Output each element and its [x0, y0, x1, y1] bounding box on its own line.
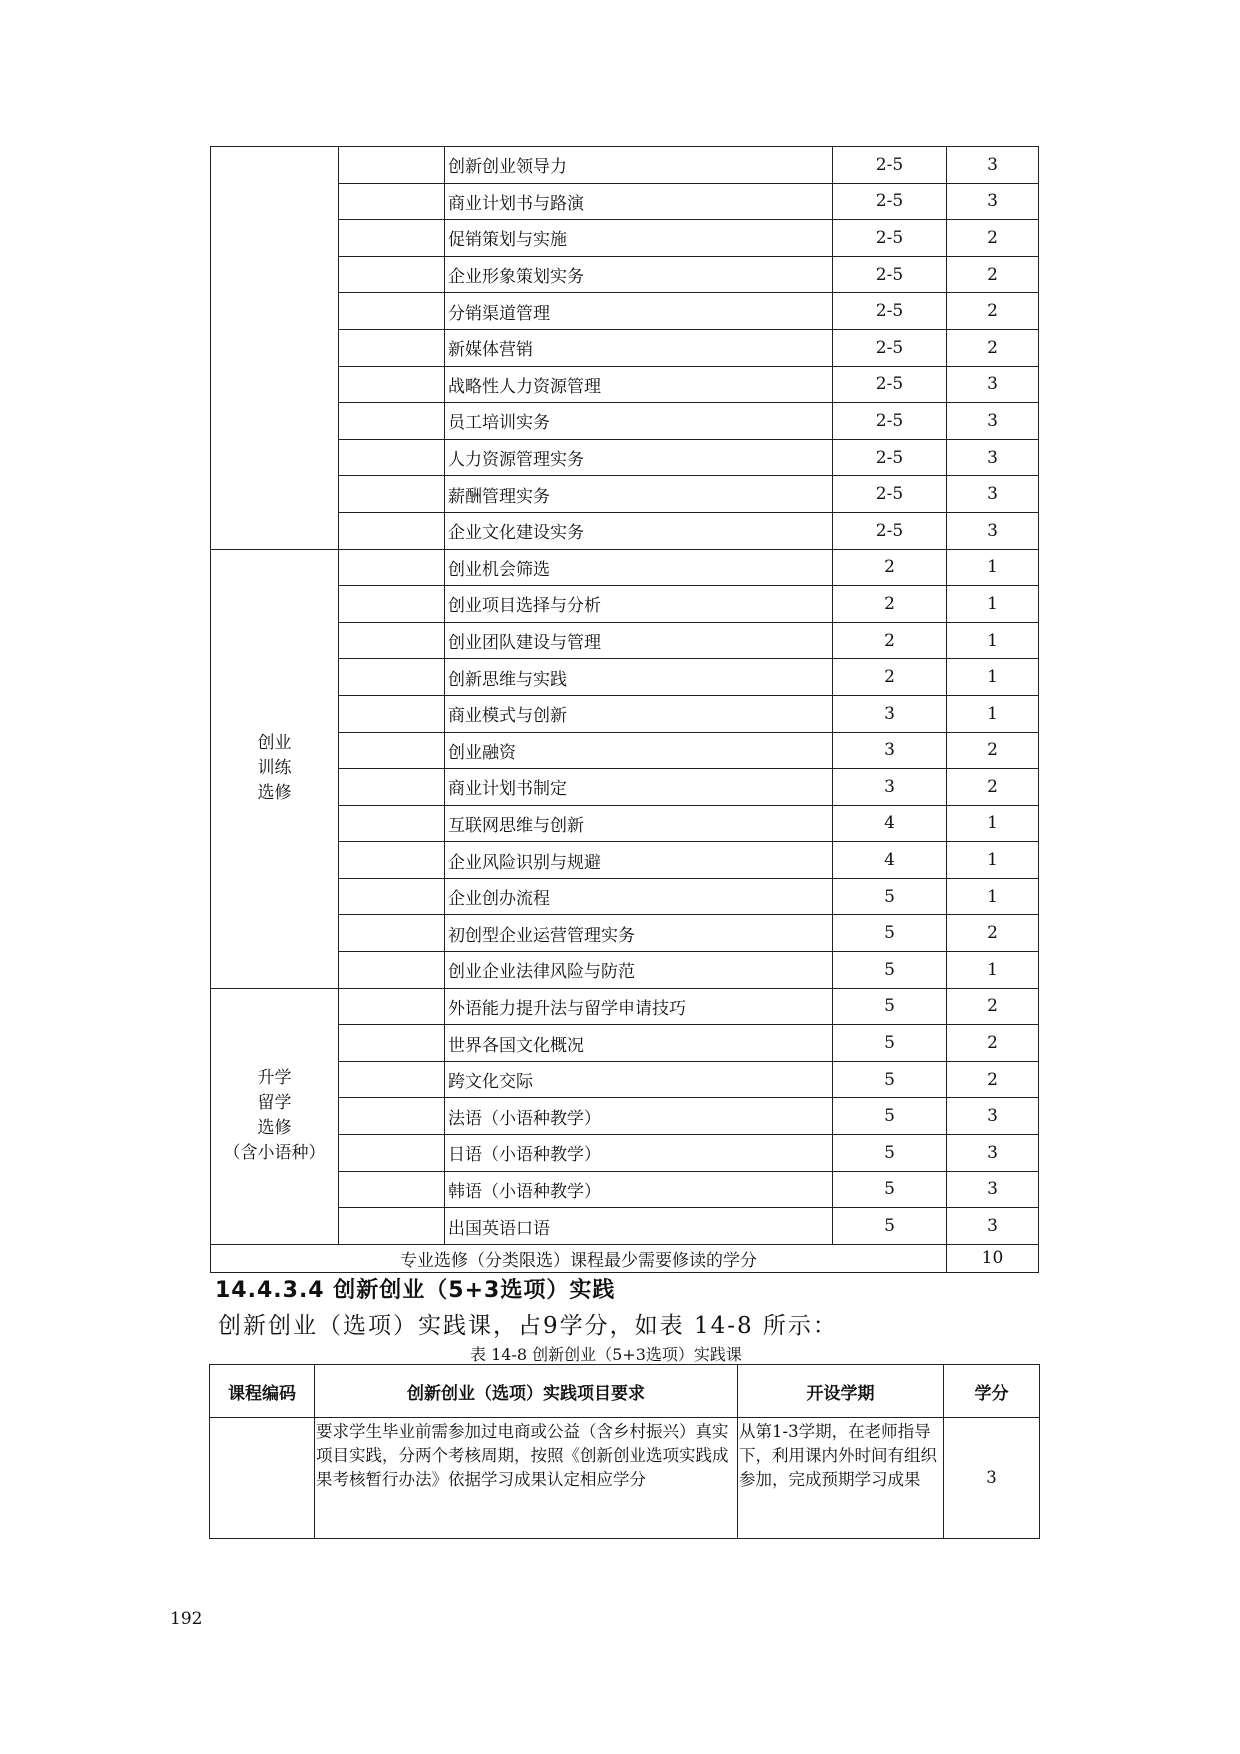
course-name: 商业计划书制定 — [445, 769, 833, 806]
course-credits: 2 — [947, 293, 1039, 330]
course-credits: 1 — [947, 695, 1039, 732]
practice-term: 从第1-3学期，在老师指导下，利用课内外时间有组织参加，完成预期学习成果 — [738, 1418, 944, 1539]
course-term: 2-5 — [833, 256, 947, 293]
course-credits: 2 — [947, 329, 1039, 366]
subcategory-cell — [339, 732, 445, 769]
category-label-line: 选修 — [257, 783, 292, 804]
subcategory-cell — [339, 878, 445, 915]
course-name: 创业融资 — [445, 732, 833, 769]
course-name: 分销渠道管理 — [445, 293, 833, 330]
course-term: 2 — [833, 549, 947, 586]
subcategory-cell — [339, 476, 445, 513]
course-credits: 2 — [947, 732, 1039, 769]
course-credits: 1 — [947, 805, 1039, 842]
course-credits: 3 — [947, 403, 1039, 440]
intro-text: 创新创业（选项）实践课，占9学分，如表 14-8 所示： — [218, 1313, 838, 1339]
table-row — [211, 549, 1039, 586]
subcategory-cell — [339, 293, 445, 330]
course-credits: 3 — [947, 1135, 1039, 1172]
total-row — [211, 1244, 1039, 1272]
course-name: 外语能力提升法与留学申请技巧 — [445, 988, 833, 1025]
course-term: 2-5 — [833, 476, 947, 513]
course-name: 创业企业法律风险与防范 — [445, 952, 833, 989]
course-term: 5 — [833, 988, 947, 1025]
course-name: 企业风险识别与规避 — [445, 842, 833, 879]
subcategory-cell — [339, 915, 445, 952]
course-credits: 2 — [947, 220, 1039, 257]
category-cell — [211, 549, 339, 988]
course-credits: 1 — [947, 952, 1039, 989]
course-credits: 3 — [947, 1098, 1039, 1135]
course-name: 商业计划书与路演 — [445, 183, 833, 220]
subcategory-cell — [339, 988, 445, 1025]
course-name: 员工培训实务 — [445, 403, 833, 440]
header-requirement: 创新创业（选项）实践项目要求 — [315, 1365, 738, 1418]
course-credits: 3 — [947, 512, 1039, 549]
course-credits: 3 — [947, 1208, 1039, 1245]
course-term: 5 — [833, 1061, 947, 1098]
subcategory-cell — [339, 403, 445, 440]
subcategory-cell — [339, 439, 445, 476]
page-number: 192 — [170, 1609, 203, 1629]
course-name: 法语（小语种教学） — [445, 1098, 833, 1135]
course-term: 2-5 — [833, 512, 947, 549]
subcategory-cell — [339, 549, 445, 586]
course-name: 韩语（小语种教学） — [445, 1171, 833, 1208]
subcategory-cell — [339, 220, 445, 257]
course-name: 世界各国文化概况 — [445, 1025, 833, 1062]
subcategory-cell — [339, 329, 445, 366]
category-cell — [211, 147, 339, 550]
course-name: 创业机会筛选 — [445, 549, 833, 586]
course-credits: 1 — [947, 549, 1039, 586]
elective-course-table-body — [211, 147, 1039, 1273]
course-name: 互联网思维与创新 — [445, 805, 833, 842]
course-name: 促销策划与实施 — [445, 220, 833, 257]
course-term: 2-5 — [833, 183, 947, 220]
category-label-line: 留学 — [257, 1093, 292, 1114]
subcategory-cell — [339, 1208, 445, 1245]
course-name: 商业模式与创新 — [445, 695, 833, 732]
category-label-line: 选修 — [257, 1118, 292, 1139]
subcategory-cell — [339, 366, 445, 403]
practice-course-code — [210, 1418, 315, 1539]
course-credits: 1 — [947, 659, 1039, 696]
subcategory-cell — [339, 256, 445, 293]
practice-credits: 3 — [944, 1418, 1040, 1539]
course-term: 5 — [833, 952, 947, 989]
course-credits: 1 — [947, 878, 1039, 915]
course-term: 3 — [833, 732, 947, 769]
table-row — [211, 147, 1039, 184]
total-label: 专业选修（分类限选）课程最少需要修读的学分 — [211, 1244, 947, 1272]
header-term: 开设学期 — [738, 1365, 944, 1418]
header-credits: 学分 — [944, 1365, 1040, 1418]
course-term: 2-5 — [833, 403, 947, 440]
course-name: 企业文化建设实务 — [445, 512, 833, 549]
subcategory-cell — [339, 769, 445, 806]
course-credits: 2 — [947, 988, 1039, 1025]
course-name: 创新创业领导力 — [445, 147, 833, 184]
course-credits: 3 — [947, 366, 1039, 403]
course-credits: 2 — [947, 1061, 1039, 1098]
course-term: 3 — [833, 769, 947, 806]
course-term: 4 — [833, 842, 947, 879]
section-heading: 14.4.3.4 创新创业（5+3选项）实践 — [215, 1278, 616, 1303]
subcategory-cell — [339, 695, 445, 732]
course-credits: 3 — [947, 1171, 1039, 1208]
course-name: 企业形象策划实务 — [445, 256, 833, 293]
course-credits: 1 — [947, 842, 1039, 879]
course-term: 5 — [833, 1025, 947, 1062]
subcategory-cell — [339, 1098, 445, 1135]
course-term: 2 — [833, 622, 947, 659]
course-term: 2-5 — [833, 293, 947, 330]
course-term: 2-5 — [833, 329, 947, 366]
course-term: 2-5 — [833, 220, 947, 257]
subcategory-cell — [339, 147, 445, 184]
course-credits: 2 — [947, 256, 1039, 293]
course-term: 5 — [833, 915, 947, 952]
course-term: 5 — [833, 1098, 947, 1135]
course-credits: 3 — [947, 147, 1039, 184]
course-name: 创业团队建设与管理 — [445, 622, 833, 659]
course-name: 人力资源管理实务 — [445, 439, 833, 476]
course-name: 薪酬管理实务 — [445, 476, 833, 513]
course-name: 初创型企业运营管理实务 — [445, 915, 833, 952]
subcategory-cell — [339, 1061, 445, 1098]
course-term: 2 — [833, 586, 947, 623]
course-name: 新媒体营销 — [445, 329, 833, 366]
subcategory-cell — [339, 586, 445, 623]
practice-table-header-row — [210, 1365, 1040, 1418]
table-caption: 表 14-8 创新创业（5+3选项）实践课 — [470, 1345, 742, 1364]
course-credits: 3 — [947, 439, 1039, 476]
subcategory-cell — [339, 1025, 445, 1062]
course-term: 3 — [833, 695, 947, 732]
subcategory-cell — [339, 183, 445, 220]
course-credits: 3 — [947, 476, 1039, 513]
course-term: 5 — [833, 1208, 947, 1245]
practice-table-row — [210, 1418, 1040, 1539]
course-term: 5 — [833, 1135, 947, 1172]
course-term: 5 — [833, 878, 947, 915]
subcategory-cell — [339, 659, 445, 696]
course-credits: 2 — [947, 915, 1039, 952]
category-label-line: （含小语种） — [223, 1143, 326, 1164]
category-label-line: 训练 — [257, 758, 292, 779]
subcategory-cell — [339, 1135, 445, 1172]
course-credits: 2 — [947, 1025, 1039, 1062]
subcategory-cell — [339, 805, 445, 842]
course-term: 5 — [833, 1171, 947, 1208]
course-term: 2-5 — [833, 439, 947, 476]
course-name: 企业创办流程 — [445, 878, 833, 915]
course-name: 跨文化交际 — [445, 1061, 833, 1098]
elective-course-table — [210, 146, 1039, 1273]
total-value: 10 — [947, 1244, 1039, 1272]
subcategory-cell — [339, 1171, 445, 1208]
course-credits: 1 — [947, 622, 1039, 659]
course-name: 创业项目选择与分析 — [445, 586, 833, 623]
course-name: 创新思维与实践 — [445, 659, 833, 696]
course-credits: 2 — [947, 769, 1039, 806]
category-label-line: 创业 — [257, 733, 292, 754]
table-row — [211, 988, 1039, 1025]
subcategory-cell — [339, 512, 445, 549]
category-cell — [211, 988, 339, 1244]
header-course-code: 课程编码 — [210, 1365, 315, 1418]
practice-requirement: 要求学生毕业前需参加过电商或公益（含乡村振兴）真实项目实践，分两个考核周期，按照《创新创业选项实践成果考核暂行办法》依据学习成果认定相应学分 — [315, 1418, 738, 1539]
course-term: 2 — [833, 659, 947, 696]
course-name: 日语（小语种教学） — [445, 1135, 833, 1172]
course-term: 4 — [833, 805, 947, 842]
subcategory-cell — [339, 842, 445, 879]
course-name: 出国英语口语 — [445, 1208, 833, 1245]
practice-course-table — [209, 1364, 1040, 1539]
course-credits: 3 — [947, 183, 1039, 220]
subcategory-cell — [339, 622, 445, 659]
course-credits: 1 — [947, 586, 1039, 623]
subcategory-cell — [339, 952, 445, 989]
category-label-line: 升学 — [257, 1068, 292, 1089]
course-term: 2-5 — [833, 366, 947, 403]
course-term: 2-5 — [833, 147, 947, 184]
course-name: 战略性人力资源管理 — [445, 366, 833, 403]
